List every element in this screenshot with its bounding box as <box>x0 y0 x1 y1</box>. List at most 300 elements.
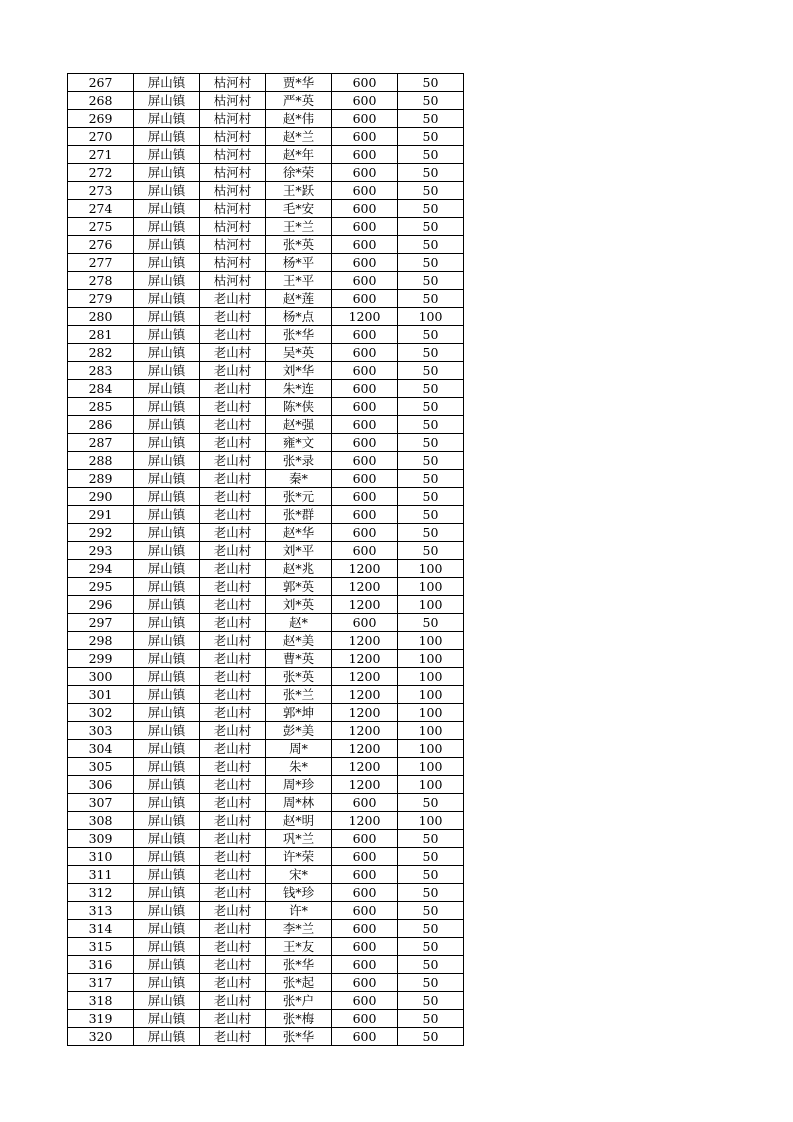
village-cell: 老山村 <box>200 758 266 776</box>
subsidy-cell: 100 <box>398 308 464 326</box>
subsidy-cell: 50 <box>398 506 464 524</box>
name-cell: 张*英 <box>266 668 332 686</box>
town-cell: 屏山镇 <box>134 290 200 308</box>
row-number-cell: 304 <box>68 740 134 758</box>
subsidy-cell: 50 <box>398 362 464 380</box>
amount-cell: 600 <box>332 434 398 452</box>
town-cell: 屏山镇 <box>134 704 200 722</box>
village-cell: 老山村 <box>200 686 266 704</box>
name-cell: 杨*点 <box>266 308 332 326</box>
amount-cell: 600 <box>332 992 398 1010</box>
subsidy-cell: 50 <box>398 326 464 344</box>
town-cell: 屏山镇 <box>134 74 200 92</box>
name-cell: 王*友 <box>266 938 332 956</box>
subsidy-cell: 100 <box>398 632 464 650</box>
village-cell: 老山村 <box>200 524 266 542</box>
name-cell: 周* <box>266 740 332 758</box>
name-cell: 赵*年 <box>266 146 332 164</box>
table-row <box>68 758 464 776</box>
table-row <box>68 686 464 704</box>
name-cell: 周*林 <box>266 794 332 812</box>
subsidy-cell: 50 <box>398 524 464 542</box>
amount-cell: 600 <box>332 146 398 164</box>
town-cell: 屏山镇 <box>134 254 200 272</box>
row-number-cell: 309 <box>68 830 134 848</box>
village-cell: 老山村 <box>200 1010 266 1028</box>
village-cell: 老山村 <box>200 398 266 416</box>
town-cell: 屏山镇 <box>134 902 200 920</box>
row-number-cell: 271 <box>68 146 134 164</box>
amount-cell: 600 <box>332 128 398 146</box>
name-cell: 刘*华 <box>266 362 332 380</box>
name-cell: 李*兰 <box>266 920 332 938</box>
table-row <box>68 848 464 866</box>
table-row <box>68 1010 464 1028</box>
village-cell: 老山村 <box>200 830 266 848</box>
subsidy-cell: 100 <box>398 704 464 722</box>
table-row <box>68 254 464 272</box>
subsidy-cell: 50 <box>398 884 464 902</box>
town-cell: 屏山镇 <box>134 182 200 200</box>
village-cell: 老山村 <box>200 344 266 362</box>
name-cell: 郭*英 <box>266 578 332 596</box>
village-cell: 老山村 <box>200 812 266 830</box>
table-row <box>68 722 464 740</box>
table-row <box>68 344 464 362</box>
name-cell: 赵*强 <box>266 416 332 434</box>
name-cell: 张*起 <box>266 974 332 992</box>
town-cell: 屏山镇 <box>134 632 200 650</box>
row-number-cell: 289 <box>68 470 134 488</box>
amount-cell: 1200 <box>332 308 398 326</box>
amount-cell: 1200 <box>332 668 398 686</box>
name-cell: 赵*伟 <box>266 110 332 128</box>
row-number-cell: 277 <box>68 254 134 272</box>
name-cell: 赵*莲 <box>266 290 332 308</box>
row-number-cell: 283 <box>68 362 134 380</box>
amount-cell: 1200 <box>332 650 398 668</box>
name-cell: 赵*美 <box>266 632 332 650</box>
row-number-cell: 285 <box>68 398 134 416</box>
amount-cell: 600 <box>332 416 398 434</box>
name-cell: 张*户 <box>266 992 332 1010</box>
table-row <box>68 830 464 848</box>
name-cell: 雍*文 <box>266 434 332 452</box>
name-cell: 赵*华 <box>266 524 332 542</box>
amount-cell: 1200 <box>332 704 398 722</box>
row-number-cell: 286 <box>68 416 134 434</box>
row-number-cell: 292 <box>68 524 134 542</box>
row-number-cell: 308 <box>68 812 134 830</box>
amount-cell: 1200 <box>332 812 398 830</box>
subsidy-cell: 50 <box>398 470 464 488</box>
name-cell: 赵*兆 <box>266 560 332 578</box>
amount-cell: 1200 <box>332 776 398 794</box>
amount-cell: 600 <box>332 506 398 524</box>
town-cell: 屏山镇 <box>134 1028 200 1046</box>
name-cell: 张*群 <box>266 506 332 524</box>
town-cell: 屏山镇 <box>134 110 200 128</box>
name-cell: 朱* <box>266 758 332 776</box>
subsidy-cell: 50 <box>398 380 464 398</box>
subsidy-cell: 50 <box>398 488 464 506</box>
row-number-cell: 282 <box>68 344 134 362</box>
amount-cell: 1200 <box>332 578 398 596</box>
table-row <box>68 308 464 326</box>
row-number-cell: 315 <box>68 938 134 956</box>
amount-cell: 600 <box>332 938 398 956</box>
table-row <box>68 1028 464 1046</box>
row-number-cell: 268 <box>68 92 134 110</box>
amount-cell: 600 <box>332 74 398 92</box>
amount-cell: 600 <box>332 470 398 488</box>
table-row <box>68 596 464 614</box>
amount-cell: 600 <box>332 1010 398 1028</box>
table-row <box>68 362 464 380</box>
table-row <box>68 434 464 452</box>
subsidy-cell: 50 <box>398 416 464 434</box>
village-cell: 老山村 <box>200 578 266 596</box>
town-cell: 屏山镇 <box>134 596 200 614</box>
subsidy-cell: 50 <box>398 344 464 362</box>
name-cell: 彭*美 <box>266 722 332 740</box>
subsidy-cell: 100 <box>398 686 464 704</box>
table-row <box>68 488 464 506</box>
table-row <box>68 668 464 686</box>
name-cell: 郭*坤 <box>266 704 332 722</box>
village-cell: 枯河村 <box>200 236 266 254</box>
village-cell: 老山村 <box>200 866 266 884</box>
row-number-cell: 276 <box>68 236 134 254</box>
village-cell: 老山村 <box>200 542 266 560</box>
table-row <box>68 182 464 200</box>
village-cell: 老山村 <box>200 974 266 992</box>
village-cell: 老山村 <box>200 992 266 1010</box>
row-number-cell: 307 <box>68 794 134 812</box>
table-row <box>68 974 464 992</box>
subsidy-cell: 50 <box>398 74 464 92</box>
town-cell: 屏山镇 <box>134 650 200 668</box>
town-cell: 屏山镇 <box>134 794 200 812</box>
table-row <box>68 740 464 758</box>
amount-cell: 1200 <box>332 596 398 614</box>
name-cell: 王*兰 <box>266 218 332 236</box>
subsidy-cell: 50 <box>398 434 464 452</box>
subsidy-cell: 50 <box>398 794 464 812</box>
name-cell: 许* <box>266 902 332 920</box>
amount-cell: 600 <box>332 974 398 992</box>
name-cell: 宋* <box>266 866 332 884</box>
subsidy-cell: 50 <box>398 290 464 308</box>
amount-cell: 1200 <box>332 758 398 776</box>
subsidy-cell: 50 <box>398 92 464 110</box>
row-number-cell: 275 <box>68 218 134 236</box>
name-cell: 徐*荣 <box>266 164 332 182</box>
table-row <box>68 128 464 146</box>
subsidy-cell: 100 <box>398 596 464 614</box>
table-row <box>68 416 464 434</box>
village-cell: 老山村 <box>200 848 266 866</box>
amount-cell: 600 <box>332 110 398 128</box>
table-row <box>68 200 464 218</box>
row-number-cell: 320 <box>68 1028 134 1046</box>
subsidy-cell: 50 <box>398 200 464 218</box>
row-number-cell: 278 <box>68 272 134 290</box>
village-cell: 老山村 <box>200 938 266 956</box>
table-row <box>68 560 464 578</box>
village-cell: 老山村 <box>200 956 266 974</box>
subsidy-cell: 50 <box>398 272 464 290</box>
name-cell: 贾*华 <box>266 74 332 92</box>
subsidy-cell: 100 <box>398 650 464 668</box>
table-row <box>68 290 464 308</box>
subsidy-cell: 50 <box>398 1028 464 1046</box>
village-cell: 老山村 <box>200 596 266 614</box>
name-cell: 巩*兰 <box>266 830 332 848</box>
amount-cell: 600 <box>332 524 398 542</box>
name-cell: 刘*平 <box>266 542 332 560</box>
subsidy-cell: 100 <box>398 578 464 596</box>
amount-cell: 600 <box>332 92 398 110</box>
amount-cell: 600 <box>332 956 398 974</box>
row-number-cell: 272 <box>68 164 134 182</box>
subsidy-cell: 50 <box>398 110 464 128</box>
table-row <box>68 956 464 974</box>
town-cell: 屏山镇 <box>134 236 200 254</box>
town-cell: 屏山镇 <box>134 920 200 938</box>
name-cell: 朱*连 <box>266 380 332 398</box>
amount-cell: 600 <box>332 218 398 236</box>
subsidy-cell: 50 <box>398 866 464 884</box>
amount-cell: 600 <box>332 920 398 938</box>
row-number-cell: 296 <box>68 596 134 614</box>
name-cell: 吴*英 <box>266 344 332 362</box>
table-row <box>68 326 464 344</box>
amount-cell: 600 <box>332 794 398 812</box>
town-cell: 屏山镇 <box>134 326 200 344</box>
table-row <box>68 920 464 938</box>
amount-cell: 600 <box>332 866 398 884</box>
village-cell: 老山村 <box>200 434 266 452</box>
town-cell: 屏山镇 <box>134 128 200 146</box>
town-cell: 屏山镇 <box>134 272 200 290</box>
amount-cell: 1200 <box>332 740 398 758</box>
village-cell: 枯河村 <box>200 254 266 272</box>
subsidy-cell: 100 <box>398 560 464 578</box>
subsidy-cell: 50 <box>398 992 464 1010</box>
town-cell: 屏山镇 <box>134 758 200 776</box>
table-row <box>68 812 464 830</box>
table-row <box>68 884 464 902</box>
table-row <box>68 992 464 1010</box>
row-number-cell: 295 <box>68 578 134 596</box>
amount-cell: 1200 <box>332 560 398 578</box>
subsidy-cell: 100 <box>398 668 464 686</box>
town-cell: 屏山镇 <box>134 578 200 596</box>
data-table <box>67 73 464 1046</box>
amount-cell: 600 <box>332 884 398 902</box>
table-row <box>68 110 464 128</box>
amount-cell: 600 <box>332 326 398 344</box>
village-cell: 老山村 <box>200 290 266 308</box>
name-cell: 赵*兰 <box>266 128 332 146</box>
row-number-cell: 299 <box>68 650 134 668</box>
name-cell: 王*跃 <box>266 182 332 200</box>
table-row <box>68 452 464 470</box>
amount-cell: 600 <box>332 236 398 254</box>
town-cell: 屏山镇 <box>134 308 200 326</box>
town-cell: 屏山镇 <box>134 830 200 848</box>
amount-cell: 600 <box>332 848 398 866</box>
town-cell: 屏山镇 <box>134 848 200 866</box>
amount-cell: 1200 <box>332 722 398 740</box>
subsidy-cell: 50 <box>398 398 464 416</box>
amount-cell: 600 <box>332 488 398 506</box>
table-row <box>68 398 464 416</box>
table-row <box>68 218 464 236</box>
table-row <box>68 542 464 560</box>
row-number-cell: 314 <box>68 920 134 938</box>
amount-cell: 1200 <box>332 632 398 650</box>
row-number-cell: 290 <box>68 488 134 506</box>
subsidy-cell: 50 <box>398 164 464 182</box>
amount-cell: 600 <box>332 902 398 920</box>
row-number-cell: 300 <box>68 668 134 686</box>
village-cell: 老山村 <box>200 704 266 722</box>
town-cell: 屏山镇 <box>134 416 200 434</box>
town-cell: 屏山镇 <box>134 164 200 182</box>
row-number-cell: 287 <box>68 434 134 452</box>
town-cell: 屏山镇 <box>134 974 200 992</box>
name-cell: 曹*英 <box>266 650 332 668</box>
village-cell: 老山村 <box>200 380 266 398</box>
name-cell: 严*英 <box>266 92 332 110</box>
table-row <box>68 74 464 92</box>
town-cell: 屏山镇 <box>134 488 200 506</box>
subsidy-cell: 100 <box>398 776 464 794</box>
town-cell: 屏山镇 <box>134 362 200 380</box>
village-cell: 老山村 <box>200 362 266 380</box>
row-number-cell: 316 <box>68 956 134 974</box>
table-row <box>68 650 464 668</box>
amount-cell: 600 <box>332 182 398 200</box>
village-cell: 枯河村 <box>200 218 266 236</box>
subsidy-cell: 100 <box>398 812 464 830</box>
row-number-cell: 306 <box>68 776 134 794</box>
village-cell: 老山村 <box>200 452 266 470</box>
town-cell: 屏山镇 <box>134 1010 200 1028</box>
table-row <box>68 92 464 110</box>
village-cell: 老山村 <box>200 740 266 758</box>
village-cell: 老山村 <box>200 488 266 506</box>
row-number-cell: 267 <box>68 74 134 92</box>
row-number-cell: 274 <box>68 200 134 218</box>
table-row <box>68 776 464 794</box>
amount-cell: 600 <box>332 398 398 416</box>
subsidy-cell: 100 <box>398 722 464 740</box>
table-row <box>68 146 464 164</box>
subsidy-cell: 50 <box>398 614 464 632</box>
amount-cell: 600 <box>332 452 398 470</box>
row-number-cell: 318 <box>68 992 134 1010</box>
row-number-cell: 281 <box>68 326 134 344</box>
row-number-cell: 284 <box>68 380 134 398</box>
amount-cell: 600 <box>332 164 398 182</box>
name-cell: 张*英 <box>266 236 332 254</box>
name-cell: 王*平 <box>266 272 332 290</box>
subsidy-cell: 50 <box>398 218 464 236</box>
village-cell: 老山村 <box>200 416 266 434</box>
table-row <box>68 614 464 632</box>
name-cell: 赵* <box>266 614 332 632</box>
subsidy-cell: 100 <box>398 740 464 758</box>
table-row <box>68 524 464 542</box>
subsidy-cell: 50 <box>398 920 464 938</box>
town-cell: 屏山镇 <box>134 344 200 362</box>
village-cell: 枯河村 <box>200 110 266 128</box>
name-cell: 赵*明 <box>266 812 332 830</box>
town-cell: 屏山镇 <box>134 866 200 884</box>
name-cell: 杨*平 <box>266 254 332 272</box>
village-cell: 枯河村 <box>200 74 266 92</box>
row-number-cell: 291 <box>68 506 134 524</box>
village-cell: 老山村 <box>200 506 266 524</box>
town-cell: 屏山镇 <box>134 884 200 902</box>
village-cell: 老山村 <box>200 668 266 686</box>
name-cell: 周*珍 <box>266 776 332 794</box>
town-cell: 屏山镇 <box>134 524 200 542</box>
amount-cell: 600 <box>332 614 398 632</box>
name-cell: 毛*安 <box>266 200 332 218</box>
amount-cell: 600 <box>332 290 398 308</box>
name-cell: 钱*珍 <box>266 884 332 902</box>
row-number-cell: 279 <box>68 290 134 308</box>
town-cell: 屏山镇 <box>134 434 200 452</box>
table-row <box>68 272 464 290</box>
row-number-cell: 310 <box>68 848 134 866</box>
town-cell: 屏山镇 <box>134 92 200 110</box>
village-cell: 老山村 <box>200 308 266 326</box>
row-number-cell: 273 <box>68 182 134 200</box>
amount-cell: 600 <box>332 362 398 380</box>
row-number-cell: 297 <box>68 614 134 632</box>
row-number-cell: 302 <box>68 704 134 722</box>
village-cell: 枯河村 <box>200 128 266 146</box>
town-cell: 屏山镇 <box>134 686 200 704</box>
amount-cell: 600 <box>332 272 398 290</box>
amount-cell: 600 <box>332 254 398 272</box>
row-number-cell: 280 <box>68 308 134 326</box>
subsidy-cell: 50 <box>398 128 464 146</box>
table-row <box>68 470 464 488</box>
town-cell: 屏山镇 <box>134 956 200 974</box>
subsidy-cell: 50 <box>398 146 464 164</box>
town-cell: 屏山镇 <box>134 938 200 956</box>
subsidy-cell: 50 <box>398 182 464 200</box>
amount-cell: 600 <box>332 380 398 398</box>
village-cell: 枯河村 <box>200 272 266 290</box>
town-cell: 屏山镇 <box>134 452 200 470</box>
village-cell: 枯河村 <box>200 92 266 110</box>
village-cell: 老山村 <box>200 884 266 902</box>
amount-cell: 600 <box>332 830 398 848</box>
town-cell: 屏山镇 <box>134 614 200 632</box>
village-cell: 老山村 <box>200 326 266 344</box>
village-cell: 老山村 <box>200 614 266 632</box>
village-cell: 老山村 <box>200 794 266 812</box>
village-cell: 老山村 <box>200 1028 266 1046</box>
table-row <box>68 794 464 812</box>
